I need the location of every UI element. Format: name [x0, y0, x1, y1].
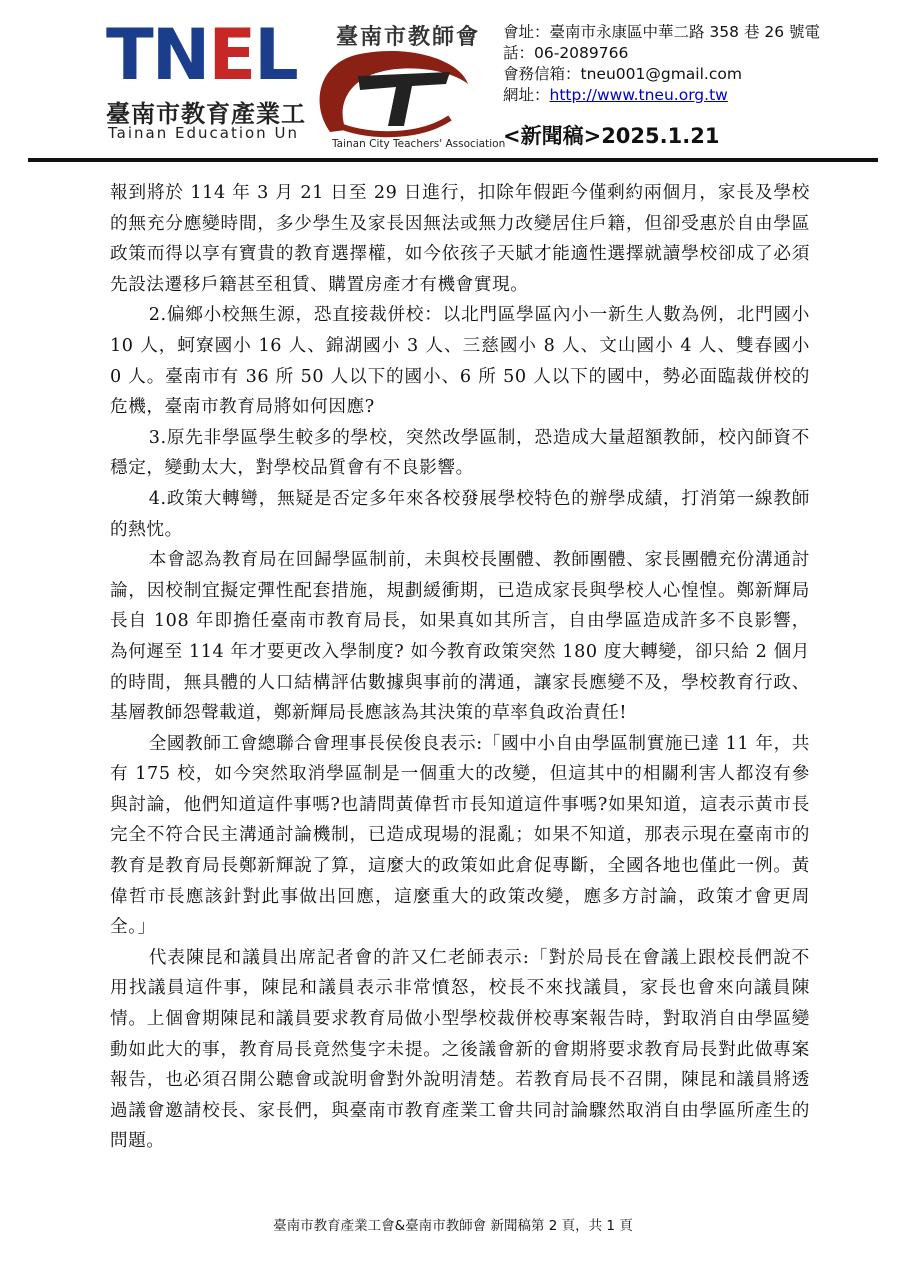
paragraph: 本會認為教育局在回歸學區制前，未與校長團體、教師團體、家長團體充份溝通討論，因校制宜擬定彈性配套措施，規劃緩衝期，已造成家長與學校人心惶惶。鄭新輝局長自 108 年即擔任臺南市教育局長，如果真如其所言，自由學區造成許多不良影響，為何遲至 114 年才要更改入學制度? 如今教育政策突然 180 度大轉變，卻只給 2 個月的時間，無具體的人口結構評估數據與事前的溝通，讓家長應變不及，學校教育行政、基層教師怨聲載道，鄭新輝局長應該為其決策的草率負政治責任! — [110, 550, 810, 724]
contact-block — [503, 22, 883, 106]
paragraph: 全國教師工會總聯合會理事長侯俊良表示:「國中小自由學區制實施已達 11 年，共有 175 校，如今突然取消學區制是一個重大的改變，但這其中的相關利害人都沒有參與討論，他們知道這件事嗎?也請問黃偉哲市長知道這件事嗎?如果知道，這表示黃市長完全不符合民主溝通討論機制，已造成現場的混亂；如果不知道，那表示現在臺南市的教育是教育局長鄭新輝說了算，這麼大的政策如此倉促專斷，全國各地也僅此一例。黃偉哲市長應該針對此事做出回應，這麼重大的政策改變，應多方討論，政策才會更周全。」 — [110, 733, 810, 938]
paragraph: 2.偏鄉小校無生源，恐直接裁併校：以北門區學區內小一新生人數為例，北門國小 10 人，蚵寮國小 16 人、錦湖國小 3 人、三慈國小 8 人、文山國小 4 人、雙春國小 0 人。臺南市有 36 所 50 人以下的國小、6 所 50 人以下的國中，勢必面臨裁併校的危機，臺南市教育局將如何因應? — [110, 305, 810, 418]
address-line-2: 話：06-2089766 — [503, 44, 629, 62]
letterhead — [0, 0, 906, 170]
paragraph: 報到將於 114 年 3 月 21 日至 29 日進行，扣除年假距今僅剩約兩個月，家長及學校的無充分應變時間，多少學生及家長因無法或無力改變居住戶籍，但卻受惠於自由學區政策而得以享有寶貴的教育選擇權，如今依孩子天賦才能適性選擇就讀學校卻成了必須先設法遷移戶籍甚至租賃、購置房產才有機會實現。 — [110, 183, 810, 295]
email-address: tneu001@gmail.com — [580, 65, 742, 83]
paragraph: 代表陳昆和議員出席記者會的許又仁老師表示:「對於局長在會議上跟校長們說不用找議員這件事，陳昆和議員表示非常憤怒，校長不來找議員，家長也會來向議員陳情。上個會期陳昆和議員要求教育局做小型學校裁併校專案報告時，對取消自由學區變動如此大的事，教育局長竟然隻字未提。之後議會新的會期將要求教育局長對此做專案報告，也必須召開公聽會或說明會對外說明清楚。若教育局長不召開，陳昆和議員將透過議會邀請校長、家長們，與臺南市教育產業工會共同討論驟然取消自由學區所產生的問題。 — [110, 947, 810, 1152]
email-line — [503, 64, 883, 85]
website-link[interactable]: http://www.tneu.org.tw — [549, 86, 728, 104]
press-release-date: <新聞稿>2025.1.21 — [503, 124, 720, 148]
teacher-association-logo-chinese: 臺南市教師會 — [336, 25, 481, 50]
article-body — [110, 178, 810, 1157]
website-label: 網址： — [503, 86, 550, 104]
tneu-logo — [106, 14, 306, 142]
teacher-association-logo — [300, 14, 506, 154]
header-divider — [28, 158, 878, 162]
paragraph: 4.政策大轉彎，無疑是否定多年來各校發展學校特色的辦學成績，打消第一線教師的熱忱。 — [110, 488, 810, 540]
tneu-logo-chinese: 臺南市教育產業工 — [106, 100, 306, 128]
page-footer: 臺南市教育產業工會&臺南市教師會 新聞稿第 2 頁，共 1 頁 — [273, 1218, 633, 1234]
address-line-1: 會址：臺南市永康區中華二路 358 巷 26 號電 — [503, 23, 821, 41]
paragraph: 3.原先非學區學生較多的學校，突然改學區制，恐造成大量超額教師，校內師資不穩定，變動太大，對學校品質會有不良影響。 — [110, 427, 810, 479]
teacher-association-logo-english: Tainan City Teachers' Association — [332, 138, 506, 150]
tneu-logo-mark: TNEL — [106, 14, 297, 96]
tneu-logo-english: Tainan Education Un — [108, 124, 299, 142]
email-label: 會務信箱： — [503, 65, 581, 83]
website-line — [503, 85, 883, 106]
